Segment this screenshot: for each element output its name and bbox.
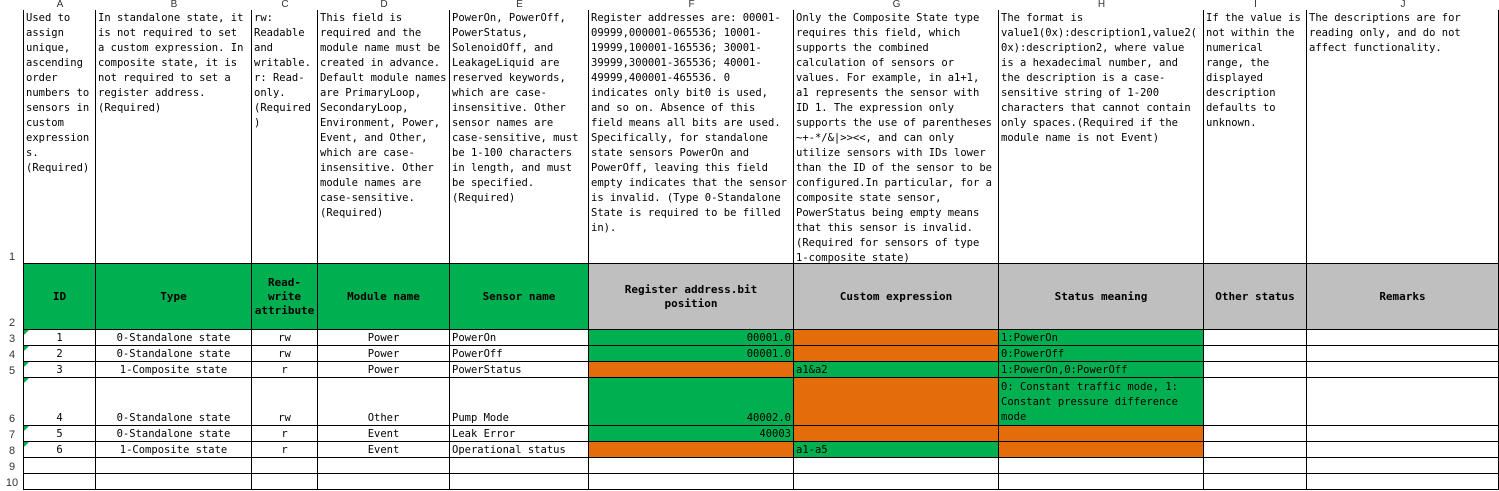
cell-sensor[interactable]: PowerOff [450,346,589,362]
gridline [23,10,24,490]
cell-sensor[interactable]: PowerStatus [450,362,589,378]
cell-id[interactable]: 1 [24,330,96,346]
column-header-e[interactable]: E [516,0,523,10]
row-header-9[interactable]: 9 [8,461,16,473]
header-module-name[interactable]: Module name [318,264,450,330]
cell-status[interactable] [999,442,1204,458]
row-header-5[interactable]: 5 [8,365,16,377]
cell-other[interactable] [1204,362,1307,378]
cell-sensor[interactable]: PowerOn [450,330,589,346]
cell-remarks[interactable] [1307,330,1499,346]
row-header-4[interactable]: 4 [8,349,16,361]
cell-rw[interactable]: r [252,442,318,458]
cell-register[interactable] [589,442,794,458]
cell-module[interactable]: Power [318,330,450,346]
row-header-10[interactable]: 10 [5,477,19,489]
cell-id[interactable]: 6 [24,442,96,458]
row-header-6[interactable]: 6 [8,413,16,425]
cell-rw[interactable]: r [252,362,318,378]
cell-rw[interactable]: r [252,426,318,442]
cell-rw[interactable]: rw [252,346,318,362]
cell-type[interactable]: 0-Standalone state [96,346,252,362]
column-header-a[interactable]: A [56,0,64,10]
cell-type[interactable]: 0-Standalone state [96,330,252,346]
cell-register[interactable]: 40003 [589,426,794,442]
cell-register[interactable]: 40002.0 [589,378,794,426]
column-header-i[interactable]: I [1254,0,1257,10]
header-id[interactable]: ID [24,264,96,330]
cell-other[interactable] [1204,442,1307,458]
cell-rw[interactable]: rw [252,330,318,346]
cell-register[interactable]: 00001.0 [589,346,794,362]
column-header-f[interactable]: F [688,0,695,10]
cell-sensor[interactable]: Operational status [450,442,589,458]
empty-row-10[interactable] [24,474,1499,490]
description-cell-c[interactable]: rw: Readable and writable. r: Read-only. (Required) [252,10,318,264]
header-other-status[interactable]: Other status [1204,264,1307,330]
cell-status[interactable] [999,426,1204,442]
gridline [588,458,589,490]
description-cell-j[interactable]: The descriptions are for reading only, and do not affect functionality. [1307,10,1499,264]
cell-type[interactable]: 1-Composite state [96,362,252,378]
header-read-write[interactable]: Read-write attribute [252,264,318,330]
column-header-g[interactable]: G [892,0,901,10]
header-custom-expression[interactable]: Custom expression [794,264,999,330]
header-register-address[interactable]: Register address.bit position [589,264,794,330]
cell-type[interactable]: 1-Composite state [96,442,252,458]
gridline [1203,458,1204,490]
cell-remarks[interactable] [1307,378,1499,426]
cell-status[interactable]: 0: Constant traffic mode, 1: Constant pressure difference mode [999,378,1204,426]
cell-id[interactable]: 2 [24,346,96,362]
gridline [1306,458,1307,490]
row-header-3[interactable]: 3 [8,333,16,345]
cell-remarks[interactable] [1307,426,1499,442]
cell-other[interactable] [1204,426,1307,442]
cell-remarks[interactable] [1307,442,1499,458]
cell-module[interactable]: Event [318,426,450,442]
description-cell-i[interactable]: If the value is not within the numerical range, the displayed description defaults to unknown. [1204,10,1307,264]
cell-sensor[interactable]: Leak Error [450,426,589,442]
cell-other[interactable] [1204,330,1307,346]
row-header-7[interactable]: 7 [8,429,16,441]
gridline [793,458,794,490]
header-sensor-name[interactable]: Sensor name [450,264,589,330]
cell-remarks[interactable] [1307,362,1499,378]
cell-id[interactable]: 5 [24,426,96,442]
description-cell-h[interactable]: The format is value1(0x):description1,value2(0x):description2, where value is a hexadecimal number, and the description is a case-sensitive string of 1-200 characters that cannot contain only spaces.(Required if the module name is not Event) [999,10,1204,264]
column-header-h[interactable]: H [1097,0,1106,10]
cell-expression[interactable] [794,426,999,442]
cell-expression[interactable] [794,346,999,362]
description-cell-f[interactable]: Register addresses are: 00001-09999,000001-065536; 10001-19999,100001-165536; 30001-39999,300001-365536; 40001-49999,400001-465536. 0 indicates only bit0 is used, and so on. Absence of this field means all bits are used. Specifically, for standalone state sensors PowerOn and PowerOff, leaving this field empty indicates that the sensor is invalid. (Type 0-Standalone State is required to be filled in). [589,10,794,264]
cell-type[interactable]: 0-Standalone state [96,426,252,442]
description-cell-d[interactable]: This field is required and the module name must be created in advance. Default module names are PrimaryLoop, SecondaryLoop, Environment, Power, Event, and Other, which are case-insensitive. Other module names are case-sensitive. (Required) [318,10,450,264]
cell-status[interactable]: 1:PowerOn [999,330,1204,346]
cell-module[interactable]: Other [318,378,450,426]
cell-module[interactable]: Event [318,442,450,458]
column-header-c[interactable]: C [281,0,289,10]
cell-expression[interactable] [794,330,999,346]
cell-rw[interactable]: rw [252,378,318,426]
cell-other[interactable] [1204,378,1307,426]
cell-module[interactable]: Power [318,362,450,378]
cell-remarks[interactable] [1307,346,1499,362]
cell-id[interactable]: 4 [24,378,96,426]
gridline [95,458,96,490]
cell-sensor[interactable]: Pump Mode [450,378,589,426]
cell-status[interactable]: 1:PowerOn,0:PowerOff [999,362,1204,378]
gridline [449,458,450,490]
row-header-2[interactable]: 2 [8,317,16,329]
cell-type[interactable]: 0-Standalone state [96,378,252,426]
cell-other[interactable] [1204,346,1307,362]
row-header-8[interactable]: 8 [8,445,16,457]
cell-register[interactable] [589,362,794,378]
description-cell-a[interactable]: Used to assign unique, ascending order numbers to sensors in custom expressions. (Required) [24,10,96,264]
cell-module[interactable]: Power [318,346,450,362]
gridline [317,458,318,490]
cell-expression[interactable] [794,378,999,426]
cell-register[interactable]: 00001.0 [589,330,794,346]
header-remarks[interactable]: Remarks [1307,264,1499,330]
header-type[interactable]: Type [96,264,252,330]
empty-row-9[interactable] [24,458,1499,474]
cell-id[interactable]: 3 [24,362,96,378]
gridline [251,458,252,490]
cell-status[interactable]: 0:PowerOff [999,346,1204,362]
gridline [998,458,999,490]
header-status-meaning[interactable]: Status meaning [999,264,1204,330]
description-cell-g[interactable]: Only the Composite State type requires this field, which supports the combined calculation of sensors or values. For example, in a1+1, a1 represents the sensor with ID 1. The expression only supports the use of parentheses ~+-*/&|>><<, and can only utilize sensors with IDs lower than the ID of the sensor to be configured.In particular, for a composite state sensor, PowerStatus being empty means that this sensor is invalid.(Required for sensors of type 1-composite state) [794,10,999,264]
cell-expression[interactable]: a1&a2 [794,362,999,378]
description-cell-b[interactable]: In standalone state, it is not required to set a custom expression. In composite state, it is not required to set a register address. (Required) [96,10,252,264]
column-header-d[interactable]: D [380,0,388,10]
column-header-j[interactable]: J [1400,0,1406,10]
description-cell-e[interactable]: PowerOn, PowerOff, PowerStatus, SolenoidOff, and LeakageLiquid are reserved keywords, which are case-insensitive. Other sensor names are case-sensitive, must be 1-100 characters in length, and must be specified. (Required) [450,10,589,264]
column-header-b[interactable]: B [170,0,178,10]
cell-expression[interactable]: a1-a5 [794,442,999,458]
row-header-1[interactable]: 1 [8,251,16,263]
